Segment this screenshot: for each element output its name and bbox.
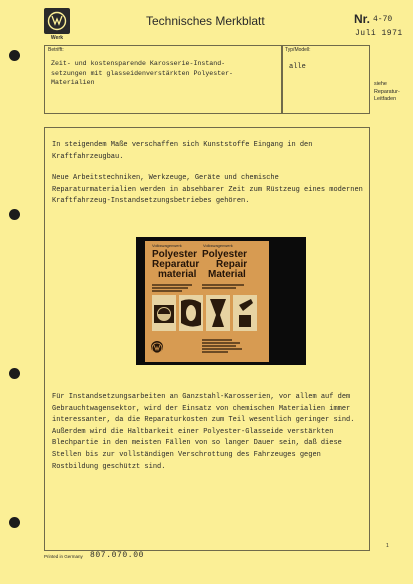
- model-value: alle: [289, 63, 306, 71]
- cover-title-line: Polyester: [202, 249, 248, 260]
- punch-hole: [9, 368, 20, 379]
- vw-logo: [44, 8, 70, 34]
- model-label: Typ/Modell:: [285, 47, 311, 53]
- cover-title-line: Repair: [216, 259, 248, 270]
- side-note-line: Leitfaden: [374, 96, 397, 102]
- nr-label: Nr.: [354, 12, 371, 26]
- paragraph-3: Für Instandsetzungsarbeiten an Ganzstahl-Karosserien, vor allem auf dem Gebrauchtwagensektor, wird der Einsatz von chemischen Materialien immer interessanter, da die Reparaturkosten zum Teil wesentlich geringer sind. Außerdem wird die Haltbarkeit einer Polyester-Glasseide verstärkten Blechpartie in den meisten Fällen von so langer Dauer sein, daß diese Stellen bis zur vollständigen Verschrottung des Fahrzeuges gegen Rostbildung geschützt sind.: [52, 393, 355, 471]
- cover-header-left: Volkswagenwerk: [152, 243, 182, 248]
- cover-title-left: [152, 250, 199, 280]
- cover-footer-text: [202, 338, 250, 354]
- cover-illustration: [179, 295, 203, 331]
- cover-title-line: Reparatur: [152, 259, 200, 270]
- form-number: 807.070.00: [90, 551, 145, 560]
- punch-hole: [9, 50, 20, 61]
- cover-title-line: Polyester: [152, 249, 198, 260]
- cover-title-line: material: [158, 269, 197, 280]
- cover-illustration: [152, 295, 176, 331]
- nr-value: 4-70: [373, 15, 393, 24]
- subject-label: Betrifft:: [48, 47, 64, 53]
- page-number: 1: [386, 543, 389, 549]
- subject-line: Materialien: [51, 79, 95, 86]
- side-note-line: siehe: [374, 81, 387, 87]
- document-title: Technisches Merkblatt: [146, 14, 265, 28]
- subject-line: setzungen mit glasseidenverstärkten Polyester-: [51, 69, 234, 77]
- cover-illustration: [206, 295, 230, 331]
- cover-title-right: [202, 250, 247, 280]
- document-date: Juli 1971: [355, 29, 403, 38]
- vw-logo-icon: [47, 11, 67, 31]
- cover-subtext-right: [202, 283, 248, 290]
- logo-caption: Werk: [50, 35, 64, 41]
- side-note-line: Reparatur-: [374, 88, 400, 95]
- cover-subtext-left: [152, 283, 194, 293]
- printed-in: Printed in Germany: [44, 554, 83, 559]
- cover-title-line: Material: [208, 269, 246, 280]
- cover-header-right: Volkswagenwerk: [203, 243, 233, 248]
- subject-line: Zeit- und kostensparende Karosserie-Instand-: [51, 60, 226, 67]
- subject-text: [51, 59, 276, 88]
- side-note: [374, 81, 400, 104]
- punch-hole: [9, 517, 20, 528]
- paragraph-2: Neue Arbeitstechniken, Werkzeuge, Geräte und chemische Reparaturmaterialien werden in absehbarer Zeit zum Rüstzeug eines modernen Kraftfahrzeug-Instandsetzungsbetriebes gehören.: [52, 174, 363, 206]
- model-box: [282, 45, 370, 114]
- paragraph-1: In steigendem Maße verschaffen sich Kunststoffe Eingang in den Kraftfahrzeugbau.: [52, 141, 313, 161]
- cover-vw-logo-icon: [151, 341, 163, 353]
- cover-illustration: [233, 295, 257, 331]
- punch-hole: [9, 209, 20, 220]
